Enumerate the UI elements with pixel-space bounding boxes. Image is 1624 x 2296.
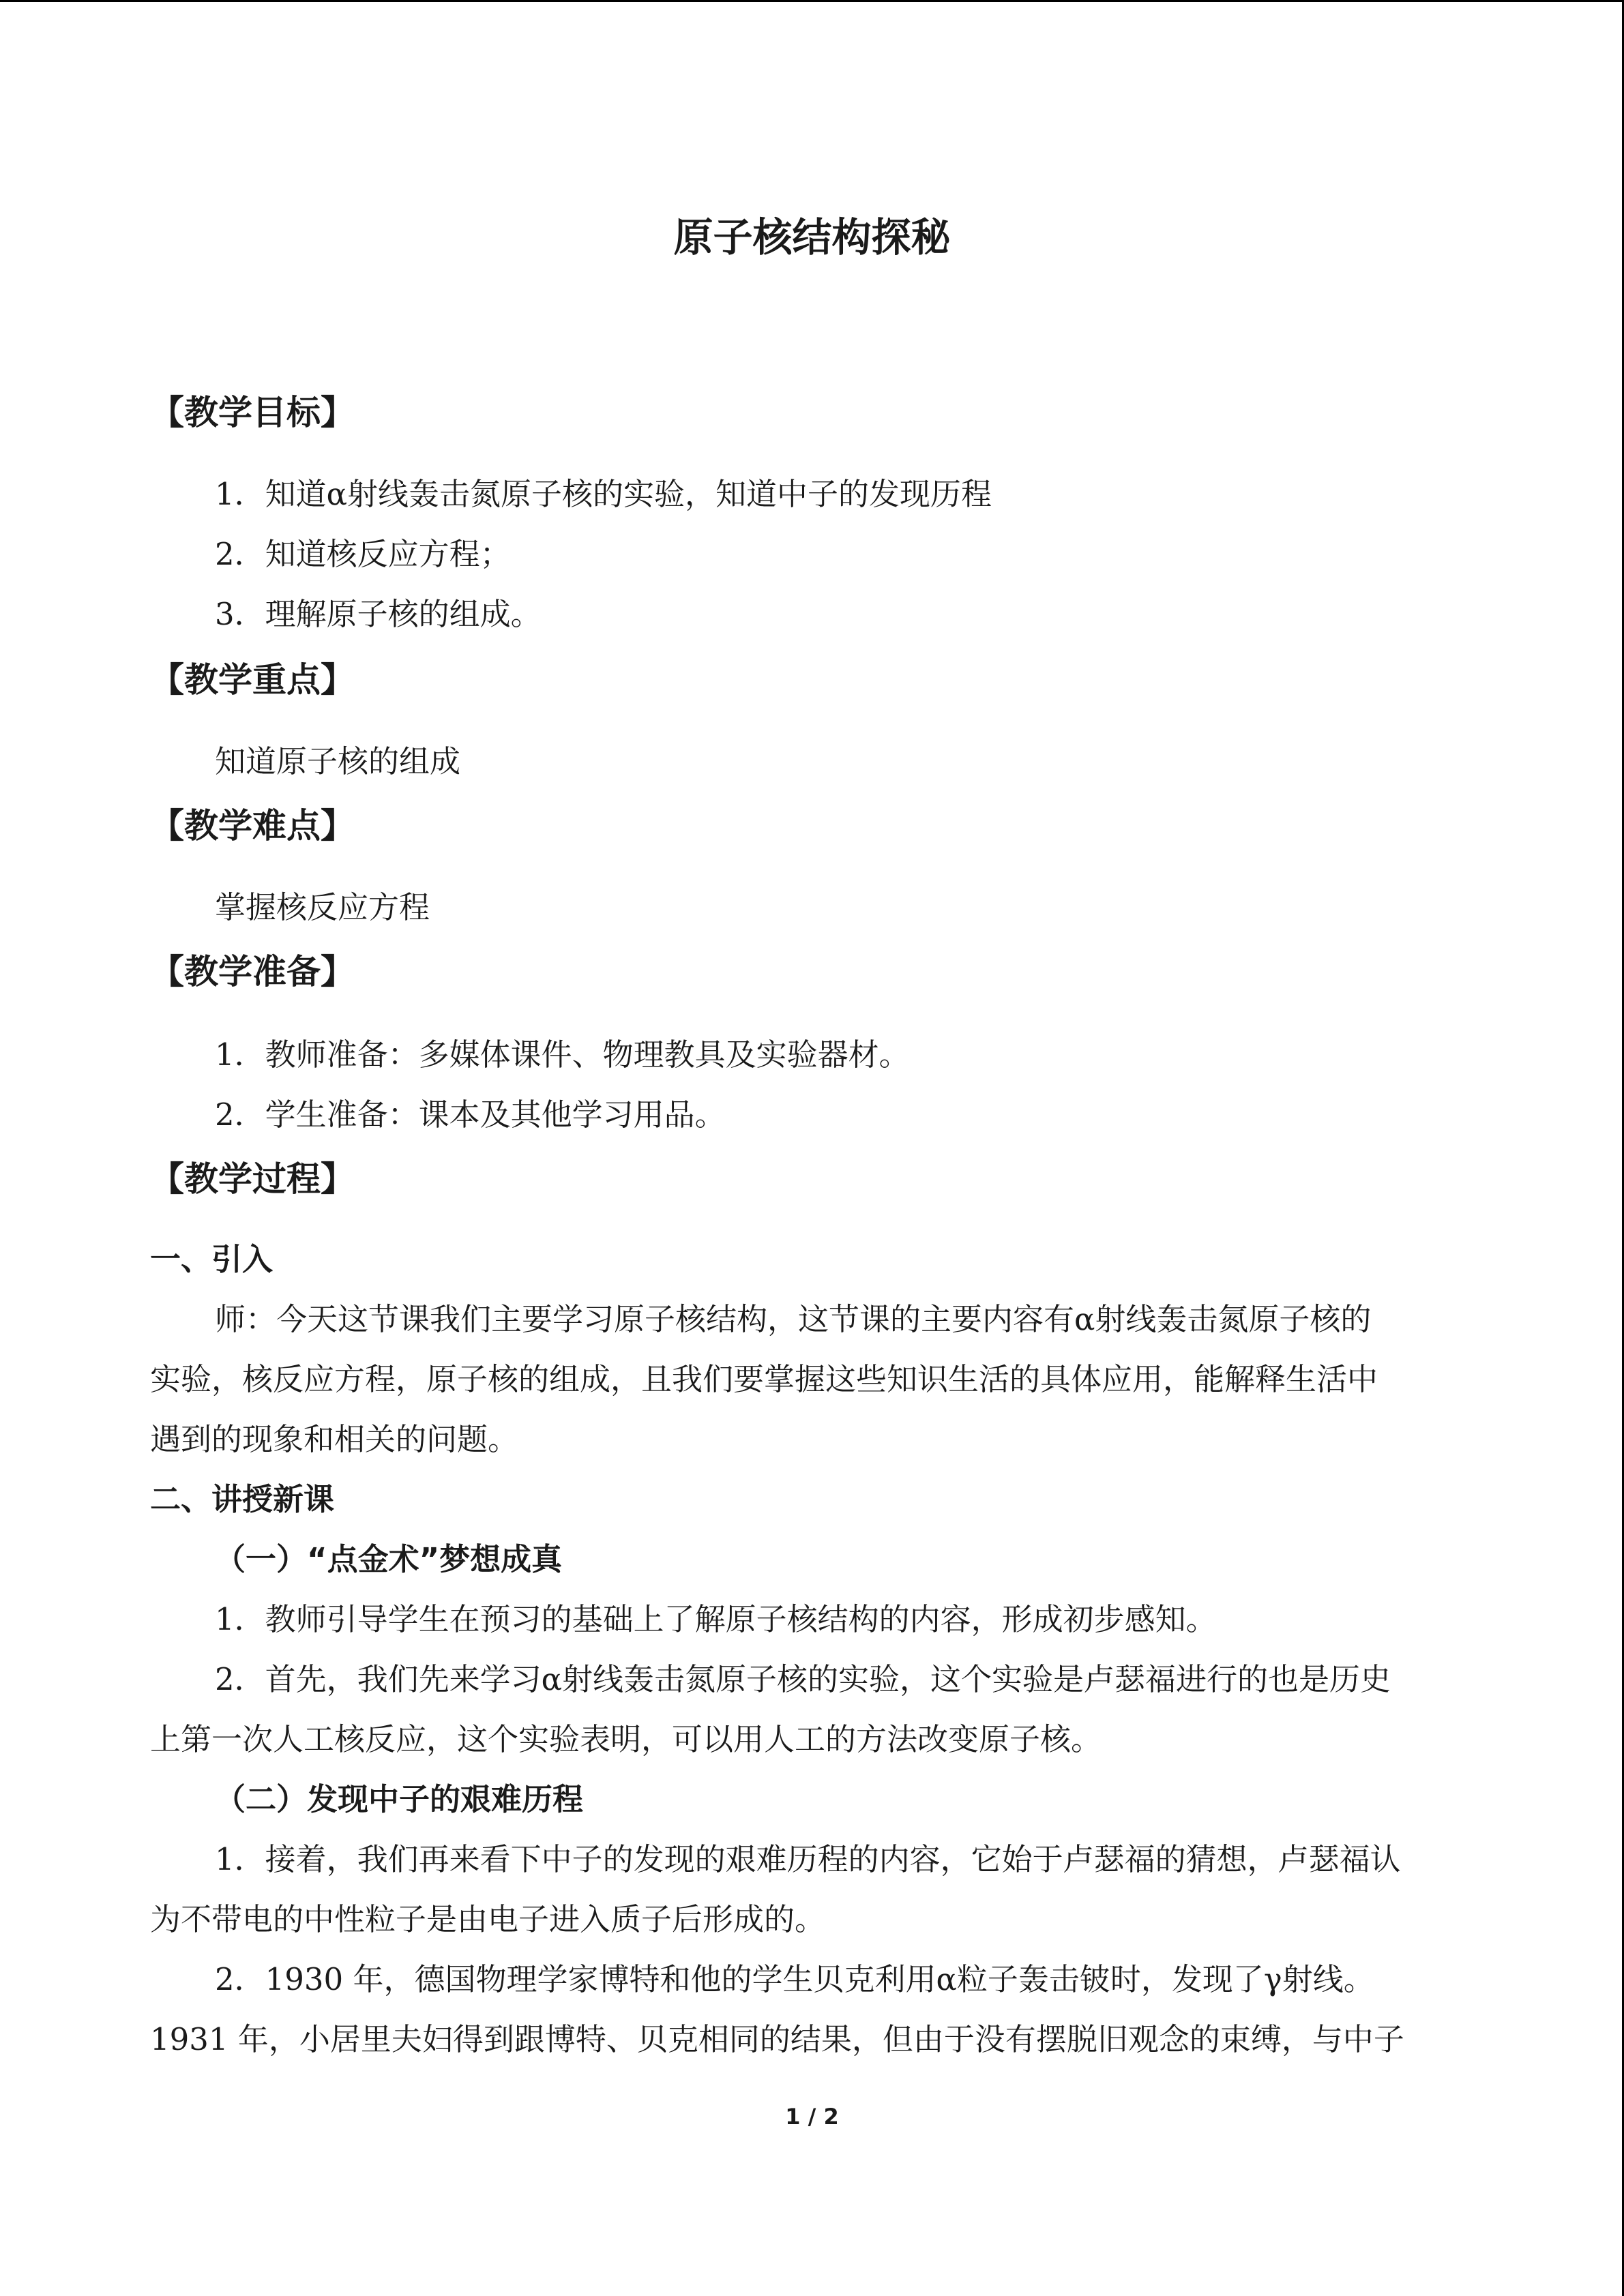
intro-line: 师：今天这节课我们主要学习原子核结构，这节课的主要内容有α射线轰击氮原子核的 <box>215 1301 1372 1337</box>
goal-item: 2．知道核反应方程； <box>215 536 511 572</box>
preparation-item: 1．教师准备：多媒体课件、物理教具及实验器材。 <box>215 1037 910 1073</box>
intro-heading: 一、引入 <box>150 1241 274 1277</box>
section-heading-process: 【教学过程】 <box>150 1159 355 1199</box>
new-lesson-heading: 二、讲授新课 <box>150 1481 335 1517</box>
part2-line: 为不带电的中性粒子是由电子进入质子后形成的。 <box>150 1901 826 1937</box>
part1-line: 2．首先，我们先来学习α射线轰击氮原子核的实验，这个实验是卢瑟福进行的也是历史 <box>215 1661 1391 1697</box>
intro-line: 实验，核反应方程，原子核的组成，且我们要掌握这些知识生活的具体应用，能解释生活中 <box>150 1361 1378 1397</box>
preparation-item: 2．学生准备：课本及其他学习用品。 <box>215 1097 726 1133</box>
part2-line: 2．1930 年，德国物理学家博特和他的学生贝克利用α粒子轰击铍时，发现了γ射线。 <box>215 1961 1374 1997</box>
key-points-text: 知道原子核的组成 <box>215 743 461 779</box>
section-heading-key-points: 【教学重点】 <box>150 660 355 700</box>
page-number: 1 / 2 <box>785 2104 839 2130</box>
section-heading-difficulties: 【教学难点】 <box>150 806 355 846</box>
part1-line: 1．教师引导学生在预习的基础上了解原子核结构的内容，形成初步感知。 <box>215 1601 1217 1637</box>
page-border-top <box>0 0 1624 2</box>
section-heading-goals: 【教学目标】 <box>150 393 355 432</box>
part1-heading: （一）“点金术”梦想成真 <box>215 1541 563 1577</box>
difficulties-text: 掌握核反应方程 <box>215 889 430 925</box>
section-heading-preparation: 【教学准备】 <box>150 952 355 992</box>
part2-line: 1931 年，小居里夫妇得到跟博特、贝克相同的结果，但由于没有摆脱旧观念的束缚，与中子 <box>150 2021 1404 2057</box>
intro-line: 遇到的现象和相关的问题。 <box>150 1421 519 1457</box>
part2-heading: （二）发现中子的艰难历程 <box>215 1781 584 1817</box>
part2-line: 1．接着，我们再来看下中子的发现的艰难历程的内容，它始于卢瑟福的猜想，卢瑟福认 <box>215 1841 1401 1877</box>
part1-line: 上第一次人工核反应，这个实验表明，可以用人工的方法改变原子核。 <box>150 1721 1102 1757</box>
goal-item: 1．知道α射线轰击氮原子核的实验，知道中子的发现历程 <box>215 476 992 512</box>
document-title: 原子核结构探秘 <box>673 214 951 260</box>
goal-item: 3．理解原子核的组成。 <box>215 596 542 632</box>
